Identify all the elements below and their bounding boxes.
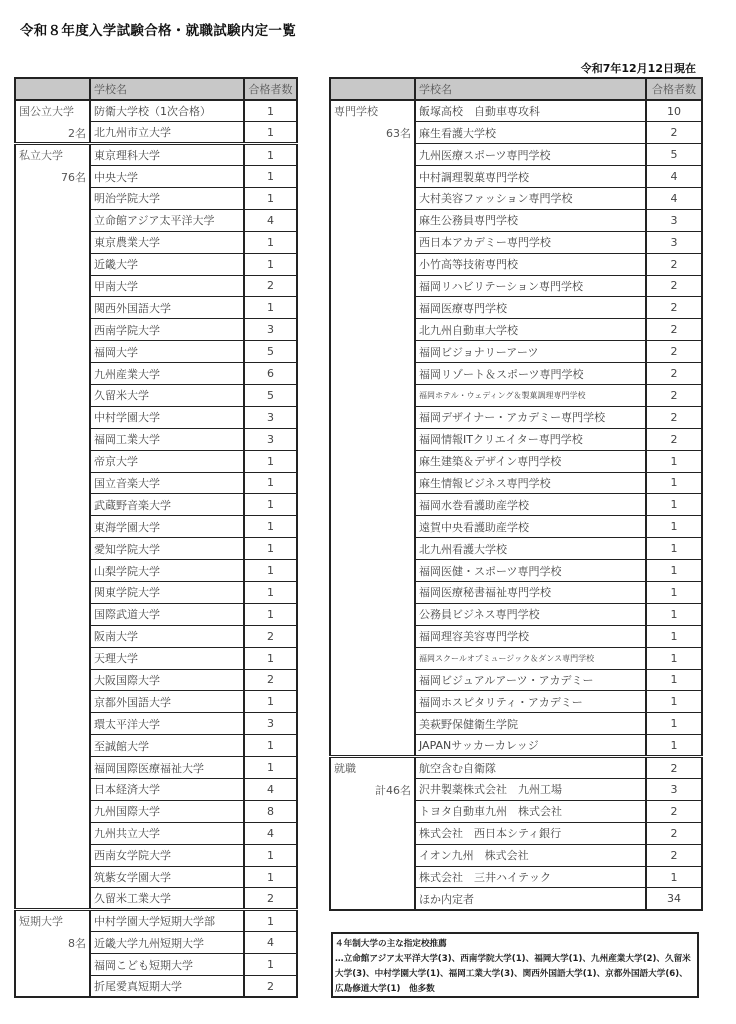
pass-count: 1 (244, 494, 297, 516)
pass-count: 1 (646, 494, 702, 516)
school-name: 福岡ホスピタリティ・アカデミー (415, 691, 646, 713)
pass-count: 5 (646, 144, 702, 166)
pass-count: 3 (244, 406, 297, 428)
pass-count: 2 (646, 319, 702, 341)
pass-count: 5 (244, 341, 297, 363)
school-name: 麻生公務員専門学校 (415, 209, 646, 231)
school-name: 国立音楽大学 (90, 472, 244, 494)
school-name: ほか内定者 (415, 888, 646, 910)
school-name: 福岡国際医療福祉大学 (90, 757, 244, 779)
pass-count: 2 (244, 669, 297, 691)
table-row (15, 144, 297, 166)
pass-count: 3 (646, 779, 702, 801)
school-name: 福岡こども短期大学 (90, 954, 244, 976)
pass-count: 1 (646, 713, 702, 735)
category-label: 短期大学 (19, 915, 63, 929)
as-of-date: 令和7年12月12日現在 (580, 62, 696, 75)
pass-count: 6 (244, 363, 297, 385)
pass-count: 1 (244, 844, 297, 866)
school-name: 福岡医療秘書福祉専門学校 (415, 581, 646, 603)
table-row (330, 757, 702, 779)
pass-count: 4 (244, 822, 297, 844)
pass-count: 1 (244, 581, 297, 603)
school-name: 株式会社 三井ハイテック (415, 866, 646, 888)
school-name: JAPANサッカーカレッジ (415, 735, 646, 757)
pass-count: 1 (244, 910, 297, 932)
school-name: 九州共立大学 (90, 822, 244, 844)
pass-count: 34 (646, 888, 702, 910)
pass-count: 1 (244, 560, 297, 582)
category-total: 63名 (386, 126, 411, 140)
category-total: 8名 (68, 937, 86, 951)
pass-count: 3 (244, 319, 297, 341)
school-name: 美萩野保健衛生学院 (415, 713, 646, 735)
table-header (330, 78, 702, 100)
pass-count: 1 (244, 297, 297, 319)
pass-count: 1 (244, 100, 297, 122)
pass-count: 1 (646, 538, 702, 560)
school-name: 福岡ビジョナリーアーツ (415, 341, 646, 363)
pass-count: 1 (646, 647, 702, 669)
pass-count: 4 (646, 166, 702, 188)
school-name: 関西外国語大学 (90, 297, 244, 319)
pass-count: 3 (646, 231, 702, 253)
pass-count: 1 (646, 560, 702, 582)
category-cell (330, 100, 415, 757)
table-row (15, 910, 297, 932)
school-name: 九州医療スポーツ専門学校 (415, 144, 646, 166)
school-name: 中央大学 (90, 166, 244, 188)
school-name: 航空含む自衛隊 (415, 757, 646, 779)
pass-count: 10 (646, 100, 702, 122)
school-name: 日本経済大学 (90, 779, 244, 801)
pass-count: 2 (646, 406, 702, 428)
school-name: 環太平洋大学 (90, 713, 244, 735)
header-count: 合格者数 (646, 78, 702, 100)
school-name: トヨタ自動車九州 株式会社 (415, 800, 646, 822)
school-name: 飯塚高校 自動車専攻科 (415, 100, 646, 122)
table-row (15, 100, 297, 122)
school-name: 帝京大学 (90, 450, 244, 472)
school-name: 山梨学院大学 (90, 560, 244, 582)
pass-count: 2 (646, 757, 702, 779)
school-name: 麻生看護大学校 (415, 122, 646, 144)
pass-count: 1 (646, 450, 702, 472)
header-school: 学校名 (90, 78, 244, 100)
pass-count: 1 (244, 757, 297, 779)
left-results-table (14, 77, 298, 998)
pass-count: 5 (244, 384, 297, 406)
pass-count: 2 (646, 844, 702, 866)
school-name: イオン九州 株式会社 (415, 844, 646, 866)
school-name: 福岡大学 (90, 341, 244, 363)
school-name: 中村調理製菓専門学校 (415, 166, 646, 188)
school-name: 沢井製薬株式会社 九州工場 (415, 779, 646, 801)
pass-count: 1 (244, 954, 297, 976)
pass-count: 1 (646, 581, 702, 603)
school-name: 近畿大学 (90, 253, 244, 275)
school-name: 福岡情報ITクリエイター専門学校 (415, 428, 646, 450)
pass-count: 1 (244, 603, 297, 625)
pass-count: 2 (646, 275, 702, 297)
school-name: 東海学園大学 (90, 516, 244, 538)
pass-count: 4 (646, 187, 702, 209)
header-count: 合格者数 (244, 78, 297, 100)
pass-count: 1 (244, 122, 297, 144)
category-cell (15, 144, 90, 910)
school-name: 福岡デザイナー・アカデミー専門学校 (415, 406, 646, 428)
school-name: 福岡水巻看護助産学校 (415, 494, 646, 516)
school-name: 東京理科大学 (90, 144, 244, 166)
pass-count: 1 (244, 647, 297, 669)
school-name: 小竹高等技術専門校 (415, 253, 646, 275)
school-name: 九州国際大学 (90, 800, 244, 822)
pass-count: 2 (244, 976, 297, 998)
school-name: 西南学院大学 (90, 319, 244, 341)
note-body: …立命館アジア太平洋大学(3)、西南学院大学(1)、福岡大学(1)、九州産業大学(2)、久留米大学(3)、中村学園大学(1)、福岡工業大学(3)、関西外国語大学(1)、京都外国語大学(6)、広島修道大学(1) 他多数 (335, 954, 691, 994)
school-name: 中村学園大学 (90, 406, 244, 428)
school-name: 愛知学院大学 (90, 538, 244, 560)
pass-count: 4 (244, 932, 297, 954)
pass-count: 1 (244, 735, 297, 757)
pass-count: 1 (646, 516, 702, 538)
school-name: 立命館アジア太平洋大学 (90, 209, 244, 231)
school-name: 防衛大学校（1次合格） (90, 100, 244, 122)
pass-count: 1 (244, 866, 297, 888)
pass-count: 2 (646, 800, 702, 822)
category-total: 計46名 (375, 784, 411, 797)
school-name: 遠賀中央看護助産学校 (415, 516, 646, 538)
pass-count: 1 (244, 691, 297, 713)
school-name: 福岡スクールオブミュージック＆ダンス専門学校 (415, 647, 646, 669)
category-label: 専門学校 (334, 104, 378, 118)
category-total: 76名 (61, 171, 86, 185)
school-name: 北九州看護大学校 (415, 538, 646, 560)
table-row (330, 100, 702, 122)
note-heading: ４年制大学の主な指定校推薦 (335, 939, 447, 949)
school-name: 明治学院大学 (90, 187, 244, 209)
school-name: 近畿大学九州短期大学 (90, 932, 244, 954)
pass-count: 1 (244, 253, 297, 275)
category-label: 国公立大学 (19, 104, 74, 118)
school-name: 折尾愛真短期大学 (90, 976, 244, 998)
school-name: 福岡ビジュアルアーツ・アカデミー (415, 669, 646, 691)
school-name: 阪南大学 (90, 625, 244, 647)
pass-count: 1 (244, 144, 297, 166)
pass-count: 8 (244, 800, 297, 822)
school-name: 北九州自動車大学校 (415, 319, 646, 341)
pass-count: 2 (646, 363, 702, 385)
school-name: 武蔵野音楽大学 (90, 494, 244, 516)
school-name: 九州産業大学 (90, 363, 244, 385)
school-name: 西南女学院大学 (90, 844, 244, 866)
pass-count: 1 (244, 538, 297, 560)
school-name: 福岡医健・スポーツ専門学校 (415, 560, 646, 582)
pass-count: 1 (646, 625, 702, 647)
school-name: 福岡医療専門学校 (415, 297, 646, 319)
pass-count: 2 (646, 428, 702, 450)
school-name: 公務員ビジネス専門学校 (415, 603, 646, 625)
school-name: 麻生建築＆デザイン専門学校 (415, 450, 646, 472)
table-header (15, 78, 297, 100)
pass-count: 1 (244, 166, 297, 188)
pass-count: 2 (646, 384, 702, 406)
school-name: 京都外国語大学 (90, 691, 244, 713)
school-name: 至誠館大学 (90, 735, 244, 757)
school-name: 天理大学 (90, 647, 244, 669)
category-label: 私立大学 (19, 149, 63, 163)
pass-count: 1 (646, 669, 702, 691)
school-name: 福岡理容美容専門学校 (415, 625, 646, 647)
pass-count: 1 (244, 516, 297, 538)
page-title: 令和８年度入学試験合格・就職試験内定一覧 (20, 23, 296, 39)
school-name: 福岡ホテル・ウェディング＆製菓調理専門学校 (415, 384, 646, 406)
pass-count: 2 (646, 822, 702, 844)
category-label: 就職 (334, 762, 356, 776)
pass-count: 1 (646, 866, 702, 888)
pass-count: 1 (244, 187, 297, 209)
category-total: 2名 (68, 126, 86, 140)
school-name: 麻生情報ビジネス専門学校 (415, 472, 646, 494)
pass-count: 1 (646, 603, 702, 625)
pass-count: 2 (244, 275, 297, 297)
pass-count: 1 (646, 472, 702, 494)
pass-count: 3 (244, 428, 297, 450)
pass-count: 2 (646, 122, 702, 144)
category-cell (330, 757, 415, 910)
pass-count: 2 (646, 297, 702, 319)
school-name: 中村学園大学短期大学部 (90, 910, 244, 932)
pass-count: 2 (646, 253, 702, 275)
header-school: 学校名 (415, 78, 646, 100)
pass-count: 3 (244, 713, 297, 735)
pass-count: 4 (244, 779, 297, 801)
school-name: 久留米工業大学 (90, 888, 244, 910)
school-name: 関東学院大学 (90, 581, 244, 603)
pass-count: 1 (244, 231, 297, 253)
school-name: 大村美容ファッション専門学校 (415, 187, 646, 209)
school-name: 福岡リゾート＆スポーツ専門学校 (415, 363, 646, 385)
pass-count: 2 (244, 625, 297, 647)
designated-recommendation-note (331, 932, 699, 998)
header-category (15, 78, 90, 100)
category-cell (15, 910, 90, 998)
school-name: 東京農業大学 (90, 231, 244, 253)
pass-count: 2 (244, 888, 297, 910)
school-name: 福岡工業大学 (90, 428, 244, 450)
pass-count: 3 (646, 209, 702, 231)
pass-count: 1 (646, 735, 702, 757)
right-results-table (329, 77, 703, 911)
school-name: 株式会社 西日本シティ銀行 (415, 822, 646, 844)
school-name: 北九州市立大学 (90, 122, 244, 144)
pass-count: 2 (646, 341, 702, 363)
pass-count: 1 (646, 691, 702, 713)
pass-count: 1 (244, 472, 297, 494)
school-name: 大阪国際大学 (90, 669, 244, 691)
header-category (330, 78, 415, 100)
school-name: 西日本アカデミー専門学校 (415, 231, 646, 253)
pass-count: 1 (244, 450, 297, 472)
school-name: 福岡リハビリテーション専門学校 (415, 275, 646, 297)
category-cell (15, 100, 90, 144)
pass-count: 4 (244, 209, 297, 231)
school-name: 筑紫女学園大学 (90, 866, 244, 888)
school-name: 甲南大学 (90, 275, 244, 297)
school-name: 国際武道大学 (90, 603, 244, 625)
school-name: 久留米大学 (90, 384, 244, 406)
